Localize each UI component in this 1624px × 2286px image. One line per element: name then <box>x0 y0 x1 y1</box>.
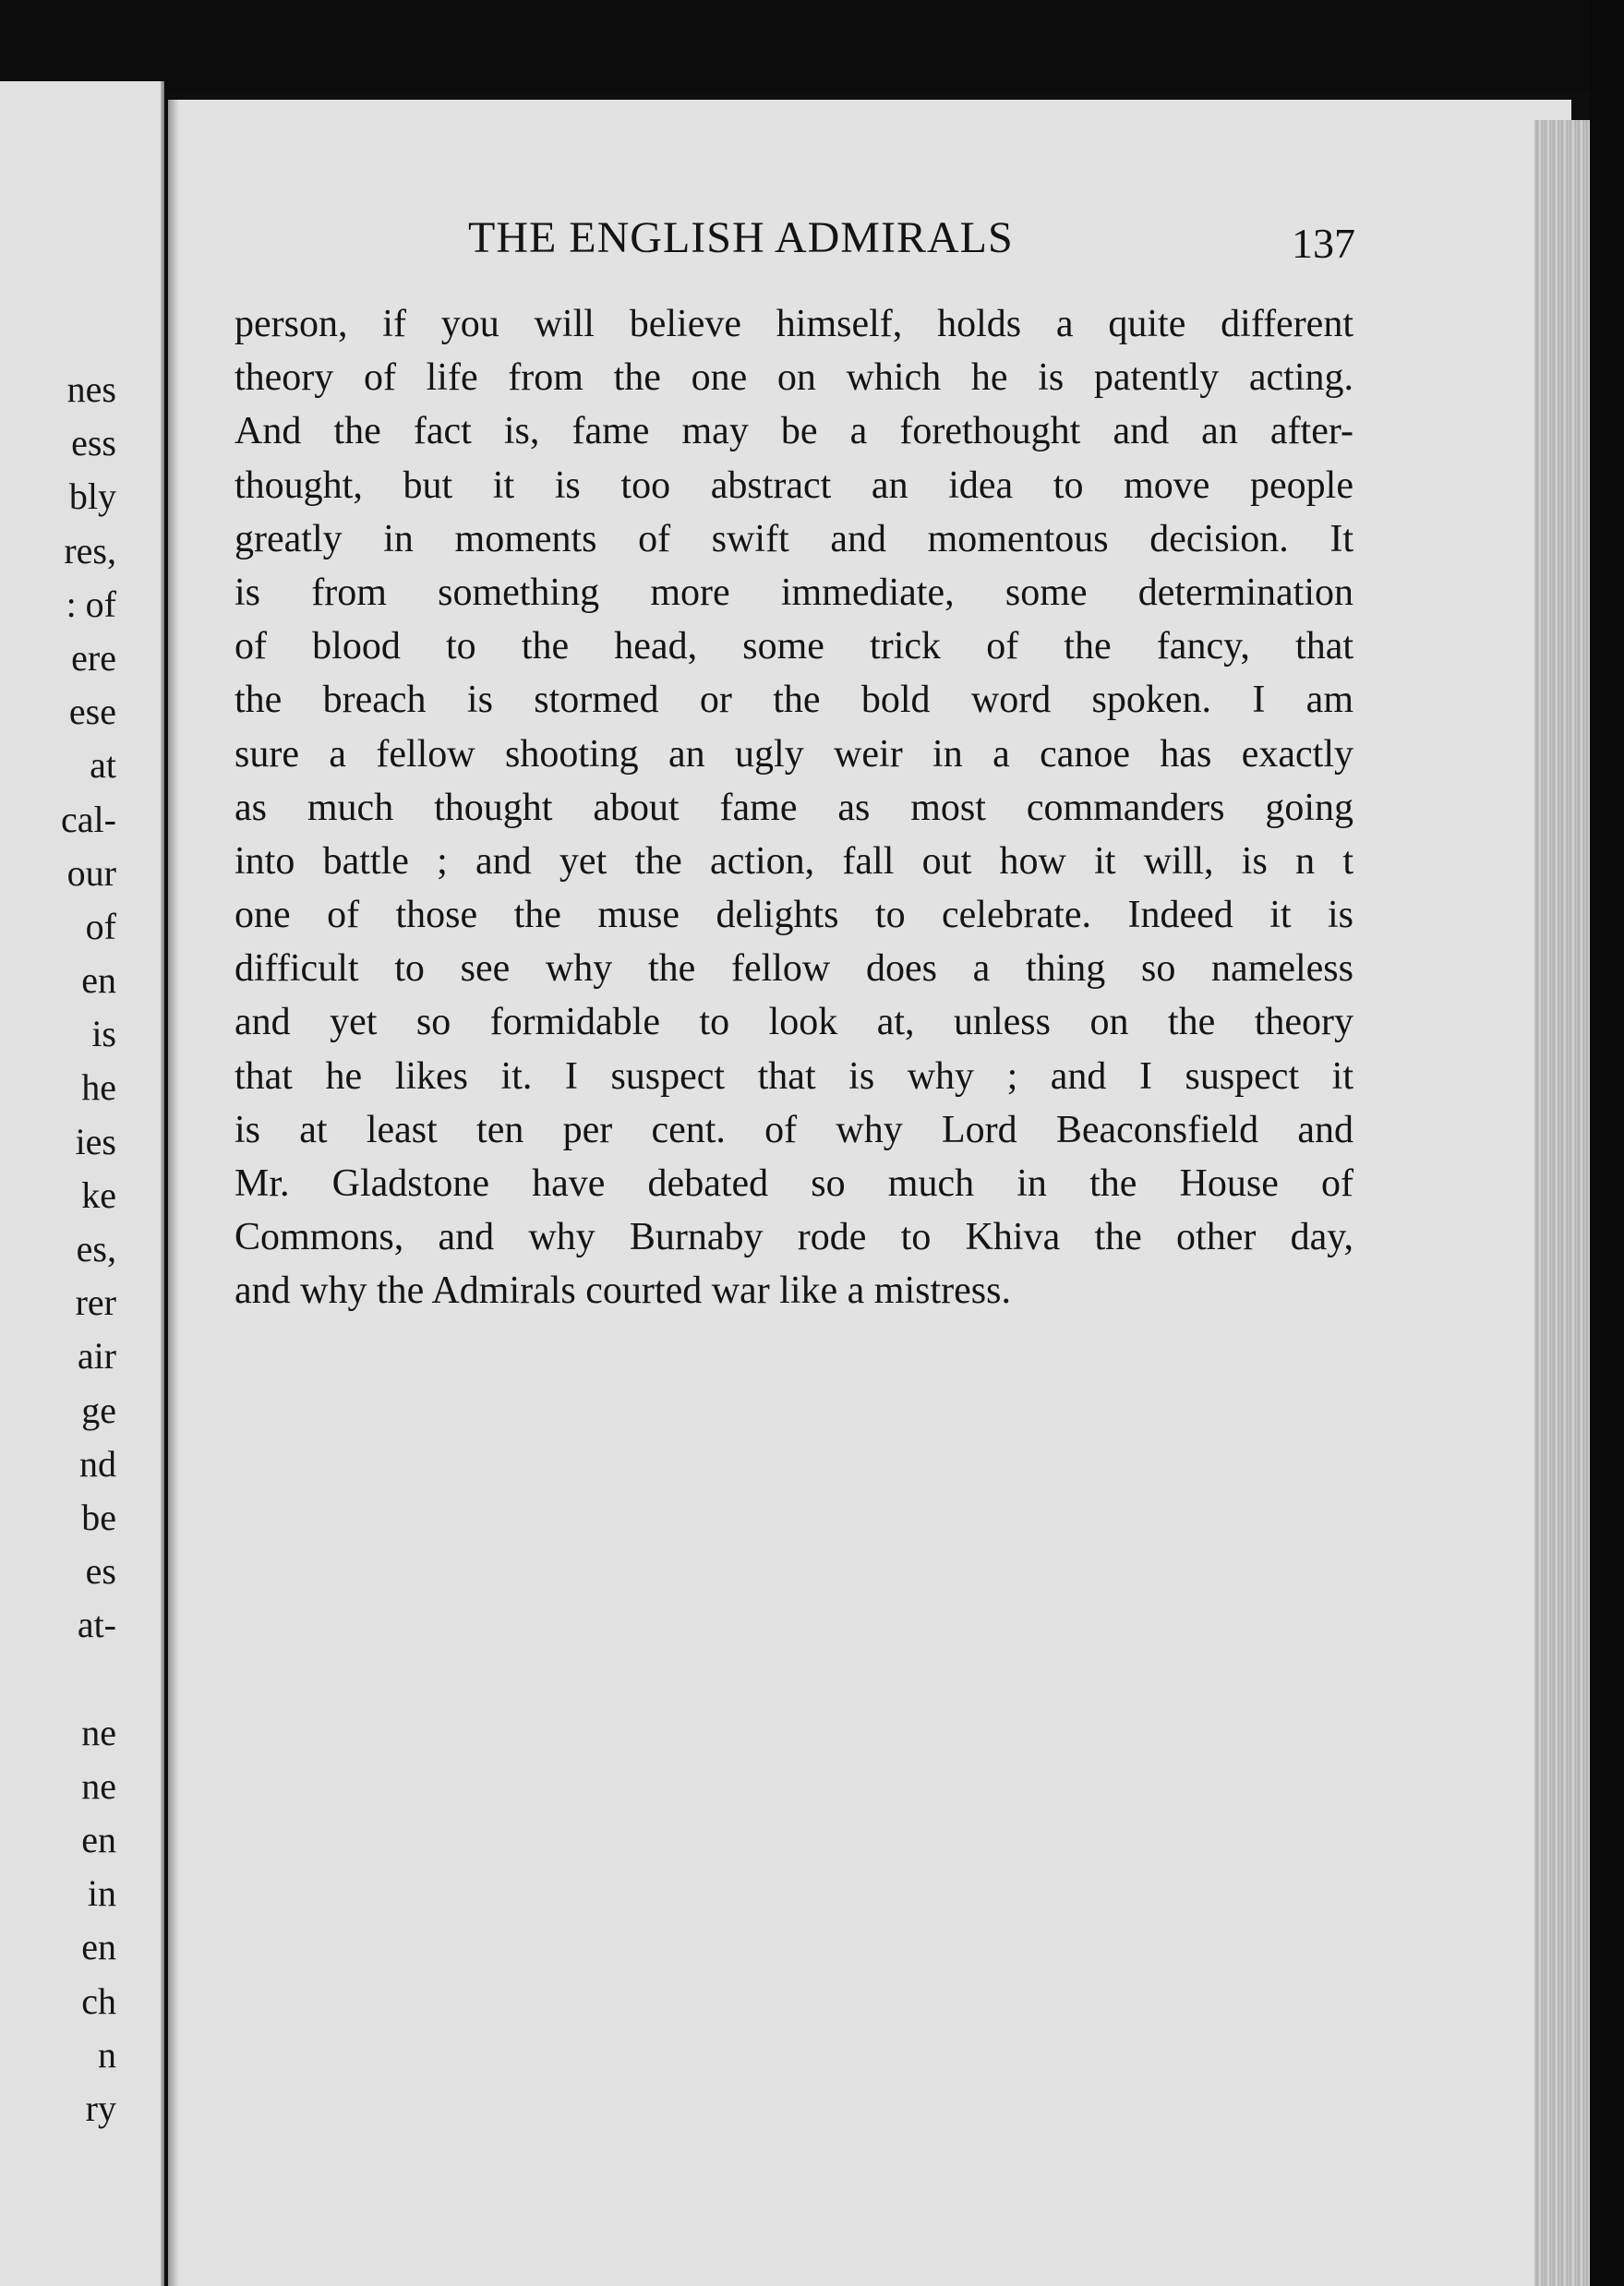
text-line: and yet so formidable to look at, unless on the theory <box>235 1001 1353 1044</box>
gutter-shadow <box>168 100 179 2286</box>
text-line: difficult to see why the fellow does a thing so nameless <box>235 947 1353 991</box>
page-number: 137 <box>1292 220 1355 267</box>
text-line: theory of life from the one on which he is patently acting. <box>235 356 1353 400</box>
text-line: into battle ; and yet the action, fall out how it will, is n t <box>235 839 1353 883</box>
facing-page <box>0 81 164 2286</box>
facing-line: en <box>81 1819 116 1861</box>
running-head <box>301 211 1355 266</box>
facing-line: ere <box>71 636 116 679</box>
text-line: And the fact is, fame may be a forethought and an after- <box>235 410 1353 453</box>
text-line: person, if you will believe himself, holds a quite different <box>235 303 1353 345</box>
facing-line: he <box>81 1066 116 1109</box>
facing-line: ch <box>81 1979 116 2022</box>
text-line: greatly in moments of swift and momentous decision. It <box>235 517 1353 560</box>
text-line: the breach is stormed or the bold word spoken. I am <box>235 679 1353 722</box>
facing-line <box>61 1653 116 1706</box>
facing-line: es, <box>76 1228 116 1269</box>
text-line: one of those the muse delights to celebrate. Indeed it is <box>235 894 1353 937</box>
body-text <box>235 297 1353 1318</box>
facing-line: rer <box>75 1281 116 1324</box>
scan-border-right <box>1590 0 1624 2286</box>
facing-line: : of <box>66 583 116 625</box>
facing-line: our <box>66 851 116 894</box>
facing-line: at <box>90 744 116 787</box>
facing-line: of <box>85 905 116 947</box>
facing-line: ies <box>75 1120 116 1162</box>
facing-line: air <box>77 1335 116 1378</box>
text-line: Commons, and why Burnaby rode to Khiva the other day, <box>235 1216 1353 1259</box>
text-line: as much thought about fame as most commanders going <box>235 786 1353 829</box>
facing-line: es <box>85 1550 116 1593</box>
facing-line: in <box>87 1872 116 1915</box>
facing-line: nes <box>66 368 116 410</box>
facing-line: ese <box>68 691 116 733</box>
text-line: thought, but it is too abstract an idea to move people <box>235 463 1353 507</box>
facing-line: at- <box>77 1604 116 1646</box>
facing-line: ne <box>81 1711 116 1753</box>
text-line: that he likes it. I suspect that is why ; and I suspect it <box>235 1054 1353 1098</box>
text-line: sure a fellow shooting an ugly weir in a canoe has exactly <box>235 732 1353 776</box>
scan-border <box>0 0 1624 92</box>
facing-line: nd <box>79 1442 116 1485</box>
facing-line: en <box>81 959 116 1002</box>
facing-page-text <box>0 363 116 2136</box>
facing-line: en <box>81 1926 116 1968</box>
text-line: is at least ten per cent. of why Lord Beaconsfield and <box>235 1108 1353 1151</box>
facing-line: is <box>91 1013 116 1055</box>
page-edge-stack <box>1534 120 1590 2286</box>
facing-line: ry <box>85 2087 116 2129</box>
facing-line: n <box>98 2033 116 2075</box>
facing-line: res, <box>64 529 116 572</box>
facing-line: cal- <box>61 798 116 840</box>
facing-line: ess <box>71 422 116 464</box>
facing-line: bly <box>68 475 116 518</box>
header-title: THE ENGLISH ADMIRALS <box>468 213 1014 262</box>
facing-line: be <box>81 1496 116 1538</box>
text-line: of blood to the head, some trick of the fancy, that <box>235 625 1353 668</box>
facing-line: ke <box>81 1173 116 1216</box>
text-line: Mr. Gladstone have debated so much in the House of <box>235 1162 1353 1205</box>
text-line: is from something more immediate, some determination <box>235 571 1353 614</box>
facing-line: ne <box>81 1764 116 1807</box>
facing-page-edge <box>161 81 164 2286</box>
facing-line: ge <box>81 1389 116 1431</box>
text-line-last: and why the Admirals courted war like a mistress. <box>235 1269 1011 1313</box>
